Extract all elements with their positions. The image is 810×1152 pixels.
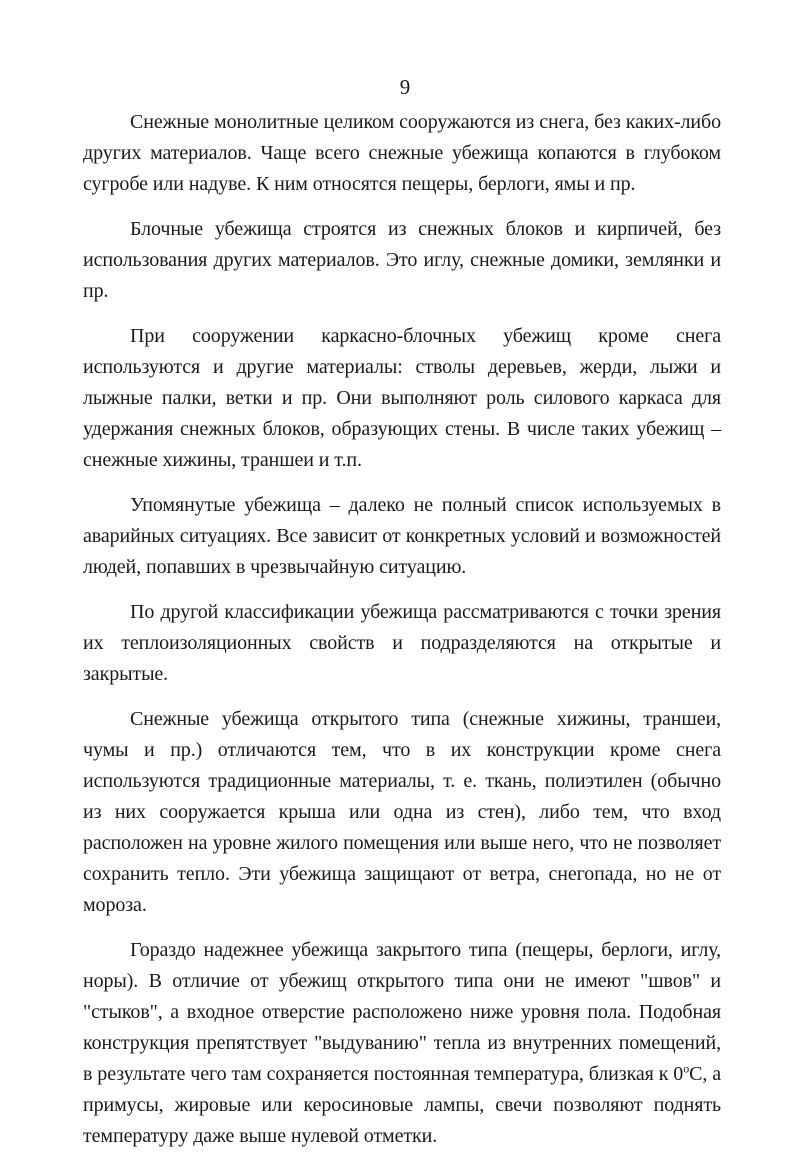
degree-sign: o — [683, 1061, 690, 1076]
paragraph-classification: По другой классификации убежища рассматриваются с точки зрения их теплоизоляционных свойств и подразделяются на открытые и закрытые. — [83, 601, 721, 685]
document-text — [83, 107, 721, 1152]
paragraph-frame-block-shelters: При сооружении каркасно-блочных убежищ кроме снега используются и другие материалы: стволы деревьев, жерди, лыжи и лыжные палки, ветки и пр. Они выполняют роль силового каркаса для удержания снежных блоков, образующих стены. В числе таких убежищ – снежные хижины, траншеи и т.п. — [83, 325, 721, 471]
paragraph-open-shelters: Снежные убежища открытого типа (снежные хижины, траншеи, чумы и пр.) отличаются тем, что в их конструкции кроме снега используются традиционные материалы, т. е. ткань, полиэтилен (обычно из них сооружается крыша или одна из стен), либо тем, что вход расположен на уровне жилого помещения или выше него, что не позволяет сохранить тепло. Эти убежища защищают от ветра, снегопада, но не от мороза. — [83, 708, 721, 916]
closed-shelters-text-end: С, а примусы, жировые или керосиновые лампы, свечи позволяют поднять температуру даже выше нулевой отметки. — [83, 1063, 721, 1147]
page-number: 9 — [399, 75, 411, 99]
paragraph-closed-shelters — [83, 935, 721, 1152]
paragraph-block-shelters: Блочные убежища строятся из снежных блоков и кирпичей, без использования других материалов. Это иглу, снежные домики, землянки и пр. — [83, 218, 721, 302]
closed-shelters-text-start: Гораздо надежнее убежища закрытого типа (пещеры, берлоги, иглу, норы). В отличие от убежищ открытого типа они не имеют "швов" и "стыков", а входное отверстие расположено ниже уровня пола. Подобная конструкция препятствует "выдуванию" тепла из внутренних помещений, в результате чего там сохраняется постоянная температура, близкая к 0 — [83, 939, 721, 1085]
paragraph-monolithic-shelters: Снежные монолитные целиком сооружаются из снега, без каких-либо других материалов. Чаще всего снежные убежища копаются в глубоком сугробе или надуве. К ним относятся пещеры, берлоги, ямы и пр. — [83, 111, 721, 195]
paragraph-shelter-list-note: Упомянутые убежища – далеко не полный список используемых в аварийных ситуациях. Все зависит от конкретных условий и возможностей людей, попавших в чрезвычайную ситуацию. — [83, 494, 721, 578]
